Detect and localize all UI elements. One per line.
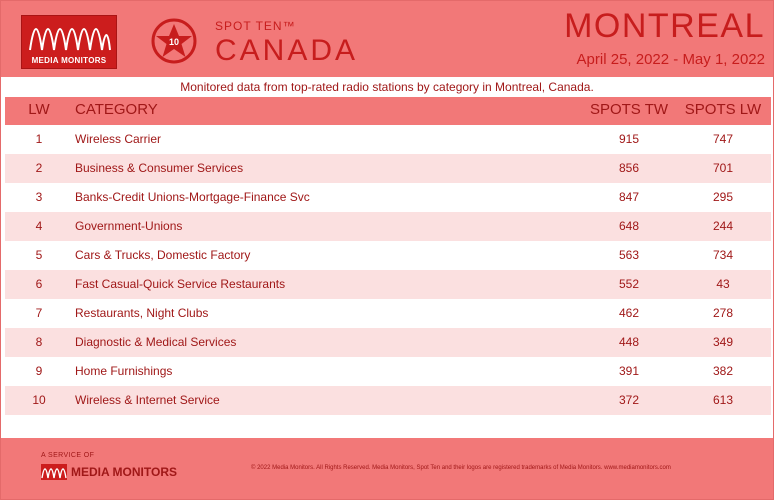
spot-ten-star-icon [151, 18, 197, 64]
cell-lw: 9 [35, 364, 43, 378]
footer-brand: MEDIA MONITORS [71, 465, 178, 479]
cell-lw: 2 [35, 161, 43, 175]
media-monitors-small-logo [41, 464, 67, 480]
header-spots-tw: SPOTS TW [589, 101, 669, 118]
cell-spots-tw: 391 [618, 364, 640, 378]
date-range: April 25, 2022 - May 1, 2022 [576, 51, 765, 68]
table-row [5, 125, 771, 154]
cell-spots-tw: 915 [618, 132, 640, 146]
cell-lw: 6 [35, 277, 43, 291]
cell-spots-lw: 43 [716, 277, 730, 291]
cell-lw: 3 [35, 190, 43, 204]
cell-spots-tw: 648 [618, 219, 640, 233]
cell-lw: 8 [35, 335, 43, 349]
header-category: CATEGORY [75, 101, 158, 118]
cell-spots-lw: 747 [712, 132, 734, 146]
waveform-icon [41, 464, 67, 480]
cell-spots-lw: 734 [712, 248, 734, 262]
cell-lw: 4 [35, 219, 43, 233]
table-row [5, 183, 771, 212]
media-monitors-logo [21, 15, 117, 69]
country-title: CANADA [215, 34, 359, 67]
cell-lw: 7 [35, 306, 43, 320]
cell-spots-lw: 701 [712, 161, 734, 175]
cell-spots-lw: 382 [712, 364, 734, 378]
table-row [5, 386, 771, 415]
cell-category: Diagnostic & Medical Services [75, 335, 237, 349]
cell-category: Home Furnishings [75, 364, 173, 378]
cell-spots-lw: 278 [712, 306, 734, 320]
cell-spots-tw: 856 [618, 161, 640, 175]
logo-text: MEDIA MONITORS [31, 56, 107, 65]
badge-number: 10 [168, 37, 180, 47]
copyright-text: © 2022 Media Monitors. All Rights Reserved. Media Monitors, Spot Ten and their logos are registered trademarks of Media Monitors. www.mediamonitors.com [251, 465, 671, 471]
cell-spots-tw: 372 [618, 393, 640, 407]
cell-category: Cars & Trucks, Domestic Factory [75, 248, 251, 262]
cell-spots-lw: 295 [712, 190, 734, 204]
cell-category: Wireless Carrier [75, 132, 162, 146]
spot-ten-label: SPOT TEN™ [215, 19, 296, 33]
cell-lw: 1 [35, 132, 43, 146]
waveform-icon [28, 20, 112, 54]
table-row [5, 241, 771, 270]
table-row [5, 154, 771, 183]
cell-category: Banks-Credit Unions-Mortgage-Finance Svc [75, 190, 310, 204]
cell-lw: 5 [35, 248, 43, 262]
cell-spots-tw: 563 [618, 248, 640, 262]
header-lw: LW [28, 101, 50, 118]
cell-category: Fast Casual-Quick Service Restaurants [75, 277, 286, 291]
table-row [5, 270, 771, 299]
description: Monitored data from top-rated radio stations by category in Montreal, Canada. [1, 77, 773, 97]
cell-category: Wireless & Internet Service [75, 393, 220, 407]
cell-spots-tw: 462 [618, 306, 640, 320]
table-row [5, 328, 771, 357]
table-row [5, 299, 771, 328]
table-header [5, 97, 771, 125]
table-row [5, 212, 771, 241]
header-spots-lw: SPOTS LW [684, 101, 762, 118]
cell-spots-tw: 552 [618, 277, 640, 291]
header [1, 1, 773, 77]
footer [1, 438, 773, 499]
table-row [5, 357, 771, 386]
cell-category: Government-Unions [75, 219, 183, 233]
cell-spots-tw: 847 [618, 190, 640, 204]
cell-spots-lw: 244 [712, 219, 734, 233]
cell-spots-lw: 349 [712, 335, 734, 349]
service-label: A SERVICE OF [41, 452, 95, 459]
cell-spots-lw: 613 [712, 393, 734, 407]
city-title: MONTREAL [564, 7, 765, 45]
cell-category: Business & Consumer Services [75, 161, 244, 175]
cell-category: Restaurants, Night Clubs [75, 306, 209, 320]
cell-spots-tw: 448 [618, 335, 640, 349]
spots-table [5, 97, 771, 415]
cell-lw: 10 [32, 393, 46, 407]
